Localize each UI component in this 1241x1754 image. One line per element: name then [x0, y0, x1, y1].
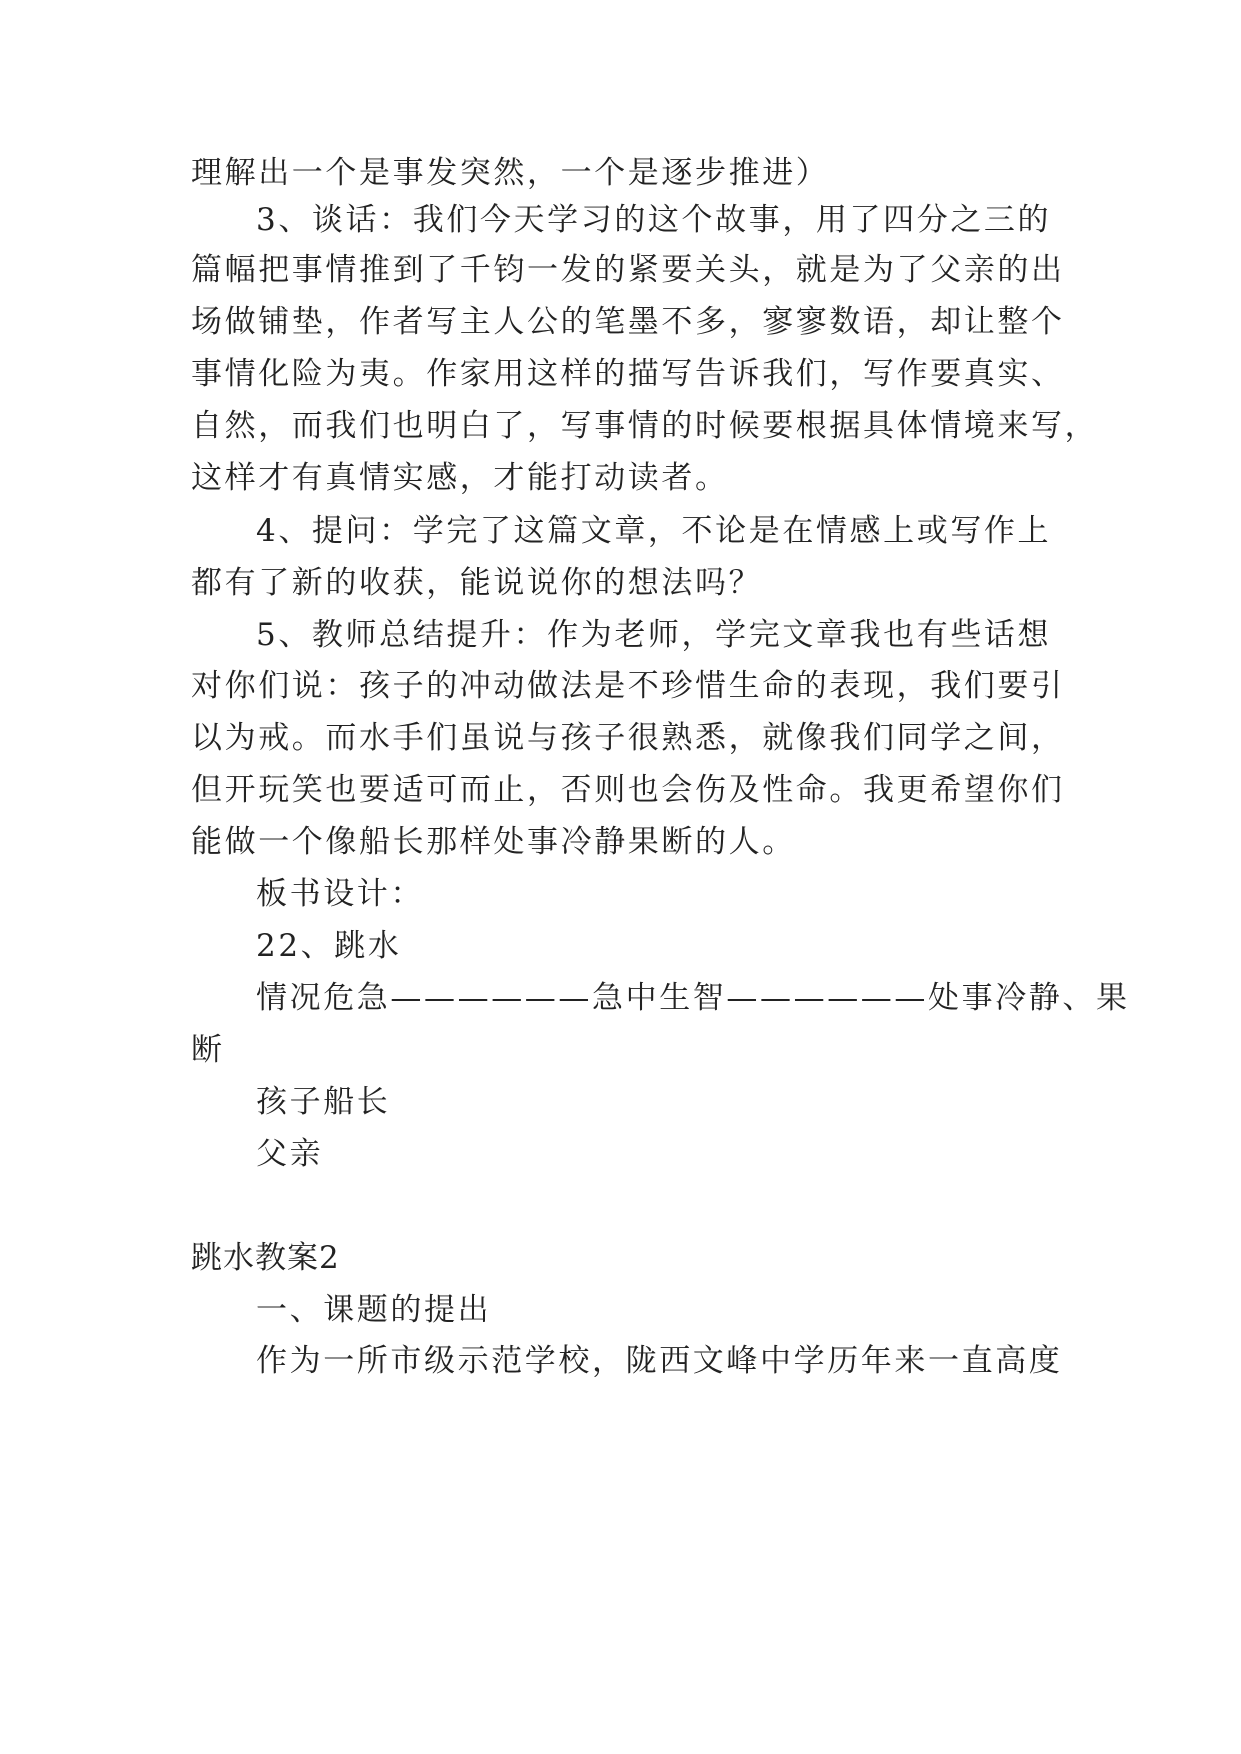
text-line: 孩子船长	[256, 1084, 391, 1120]
text-line: 能做一个像船长那样处事冷静果断的人。	[191, 824, 796, 860]
text-line: 3、谈话：我们今天学习的这个故事，用了四分之三的	[256, 202, 1052, 238]
section-title: 跳水教案2	[191, 1240, 340, 1276]
text-line: 板书设计：	[256, 876, 424, 912]
text-line: 4、提问：学完了这篇文章，不论是在情感上或写作上	[256, 513, 1052, 549]
text-line: 对你们说：孩子的冲动做法是不珍惜生命的表现，我们要引	[191, 668, 1065, 704]
section-heading: 一、课题的提出	[256, 1292, 492, 1328]
text-line: 22、跳水	[256, 928, 402, 964]
text-line: 以为戒。而水手们虽说与孩子很熟悉，就像我们同学之间，	[191, 720, 1065, 756]
text-line: 作为一所市级示范学校，陇西文峰中学历年来一直高度	[256, 1343, 1063, 1379]
text-line: 篇幅把事情推到了千钧一发的紧要关头，就是为了父亲的出	[191, 252, 1065, 288]
text-line: 断	[191, 1032, 225, 1068]
text-line: 理解出一个是事发突然，一个是逐步推进）	[191, 155, 830, 191]
text-line: 这样才有真情实感，才能打动读者。	[191, 460, 729, 496]
text-line: 但开玩笑也要适可而止，否则也会伤及性命。我更希望你们	[191, 772, 1065, 808]
text-line: 5、教师总结提升：作为老师，学完文章我也有些话想	[256, 617, 1052, 653]
text-line: 自然，而我们也明白了，写事情的时候要根据具体情境来写，	[191, 408, 1099, 444]
text-line: 事情化险为夷。作家用这样的描写告诉我们，写作要真实、	[191, 356, 1065, 392]
text-line: 父亲	[256, 1136, 324, 1172]
text-line: 场做铺垫，作者写主人公的笔墨不多，寥寥数语，却让整个	[191, 304, 1065, 340]
text-line: 情况危急——————急中生智——————处事冷静、果	[256, 980, 1130, 1016]
text-line: 都有了新的收获，能说说你的想法吗？	[191, 565, 763, 601]
